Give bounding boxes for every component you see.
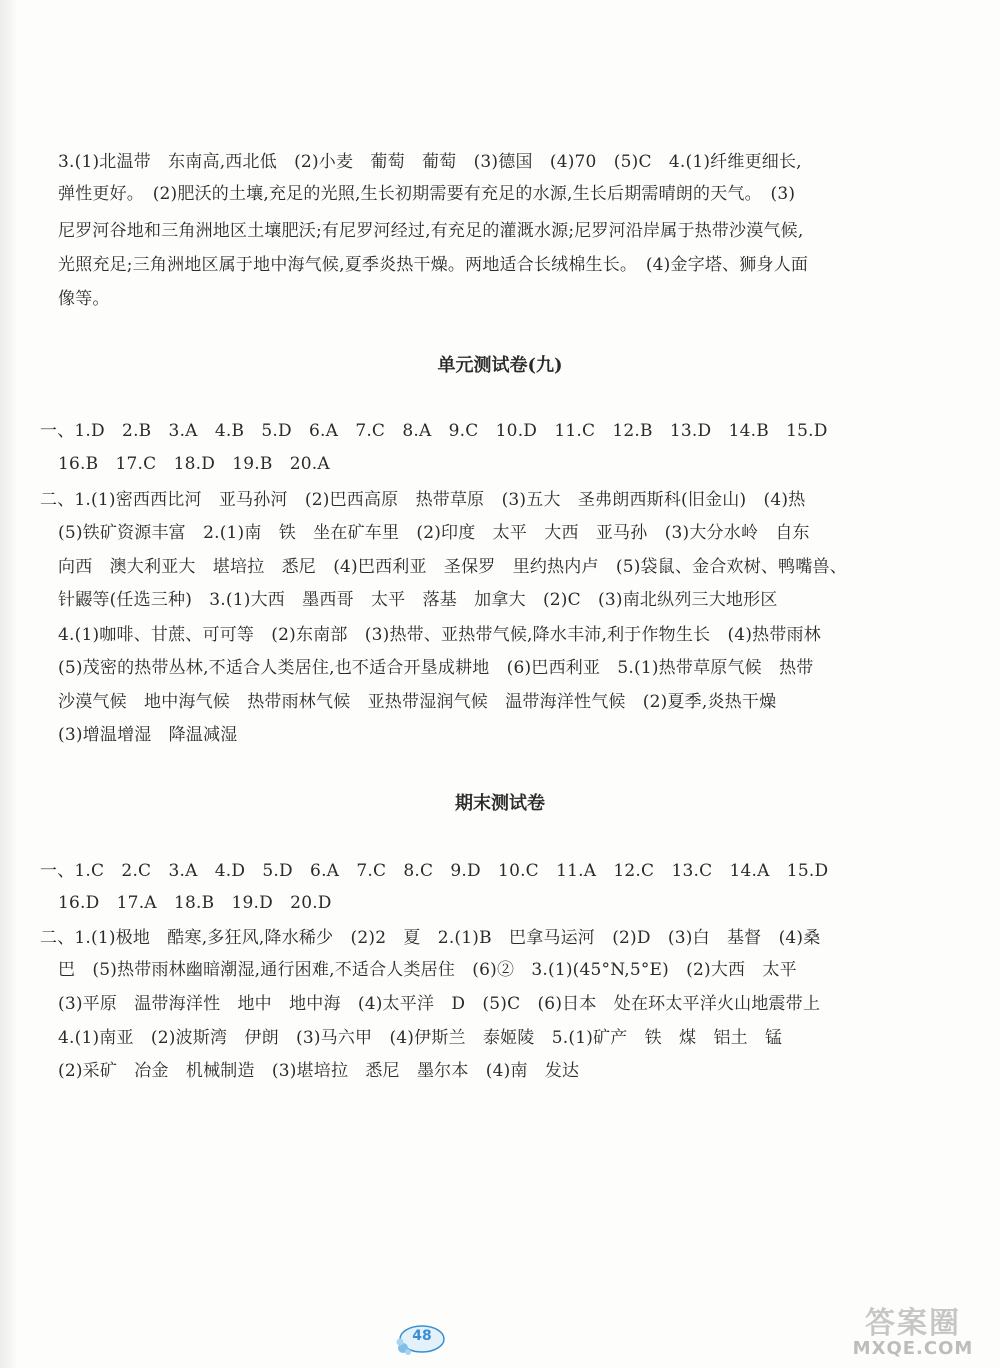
answer-line: (5)铁矿资源丰富 2.(1)南 铁 坐在矿车里 (2)印度 太平 大西 亚马孙 (3)大分水岭 自东 [58, 523, 810, 543]
answer-line: 巴 (5)热带雨林幽暗潮湿,通行困难,不适合人类居住 (6)② 3.(1)(45°N,5°E) (2)大西 太平 [58, 960, 797, 980]
page-number-badge [395, 1322, 449, 1356]
answer-line: 一、1.C 2.C 3.A 4.D 5.D 6.A 7.C 8.C 9.D 10.C 11.A 12.C 13.C 14.A 15.D [40, 861, 829, 881]
answer-line: 尼罗河谷地和三角洲地区土壤肥沃;有尼罗河经过,有充足的灌溉水源;尼罗河沿岸属于热带沙漠气候, [58, 221, 804, 241]
answer-line: 像等。 [58, 289, 110, 309]
answer-line: 光照充足;三角洲地区属于地中海气候,夏季炎热干燥。两地适合长绒棉生长。 (4)金字塔、狮身人面 [58, 255, 809, 275]
section-title-final-exam: 期末测试卷 [455, 793, 545, 814]
answer-line: (3)增温增湿 降温减湿 [58, 725, 238, 745]
answer-line: 针鼹等(任选三种) 3.(1)大西 墨西哥 太平 落基 加拿大 (2)C (3)南北纵列三大地形区 [58, 590, 778, 610]
page-edge-shadow [0, 0, 18, 1368]
section-title-unit-test-9: 单元测试卷(九) [437, 355, 563, 376]
answer-line: 一、1.D 2.B 3.A 4.B 5.D 6.A 7.C 8.A 9.C 10.D 11.C 12.B 13.D 14.B 15.D [40, 421, 828, 441]
site-watermark [838, 1298, 988, 1362]
answer-line: 弹性更好。 (2)肥沃的土壤,充足的光照,生长初期需要有充足的水源,生长后期需晴朗的天气。 (3) [58, 184, 796, 204]
answer-line: (2)采矿 冶金 机械制造 (3)堪培拉 悉尼 墨尔本 (4)南 发达 [58, 1061, 580, 1081]
answer-line: 4.(1)南亚 (2)波斯湾 伊朗 (3)马六甲 (4)伊斯兰 泰姬陵 5.(1)矿产 铁 煤 铝土 锰 [58, 1028, 783, 1048]
answer-line: 向西 澳大利亚大 堪培拉 悉尼 (4)巴西利亚 圣保罗 里约热内卢 (5)袋鼠、金合欢树、鸭嘴兽、 [58, 557, 847, 577]
page-number: 48 [412, 1328, 432, 1344]
answer-line: 3.(1)北温带 东南高,西北低 (2)小麦 葡萄 葡萄 (3)德国 (4)70 (5)C 4.(1)纤维更细长, [58, 152, 802, 172]
answer-line: 16.D 17.A 18.B 19.D 20.D [58, 893, 332, 913]
answer-line: 二、1.(1)密西西比河 亚马孙河 (2)巴西高原 热带草原 (3)五大 圣弗朗西斯科(旧金山) (4)热 [40, 490, 806, 510]
answer-line: 二、1.(1)极地 酷寒,多狂风,降水稀少 (2)2 夏 2.(1)B 巴拿马运河 (2)D (3)白 基督 (4)桑 [40, 928, 821, 948]
watermark-url: MXQE.COM [852, 1338, 974, 1359]
answer-line: 4.(1)咖啡、甘蔗、可可等 (2)东南部 (3)热带、亚热带气候,降水丰沛,利于作物生长 (4)热带雨林 [58, 625, 821, 645]
answer-line: 沙漠气候 地中海气候 热带雨林气候 亚热带湿润气候 温带海洋性气候 (2)夏季,炎热干燥 [58, 692, 777, 712]
answer-line: (3)平原 温带海洋性 地中 地中海 (4)太平洋 D (5)C (6)日本 处在环太平洋火山地震带上 [58, 994, 821, 1014]
answer-line: (5)茂密的热带丛林,不适合人类居住,也不适合开垦成耕地 (6)巴西利亚 5.(1)热带草原气候 热带 [58, 658, 814, 678]
watermark-logo-text: 答案圈 [865, 1306, 961, 1341]
answer-line: 16.B 17.C 18.D 19.B 20.A [58, 454, 330, 474]
